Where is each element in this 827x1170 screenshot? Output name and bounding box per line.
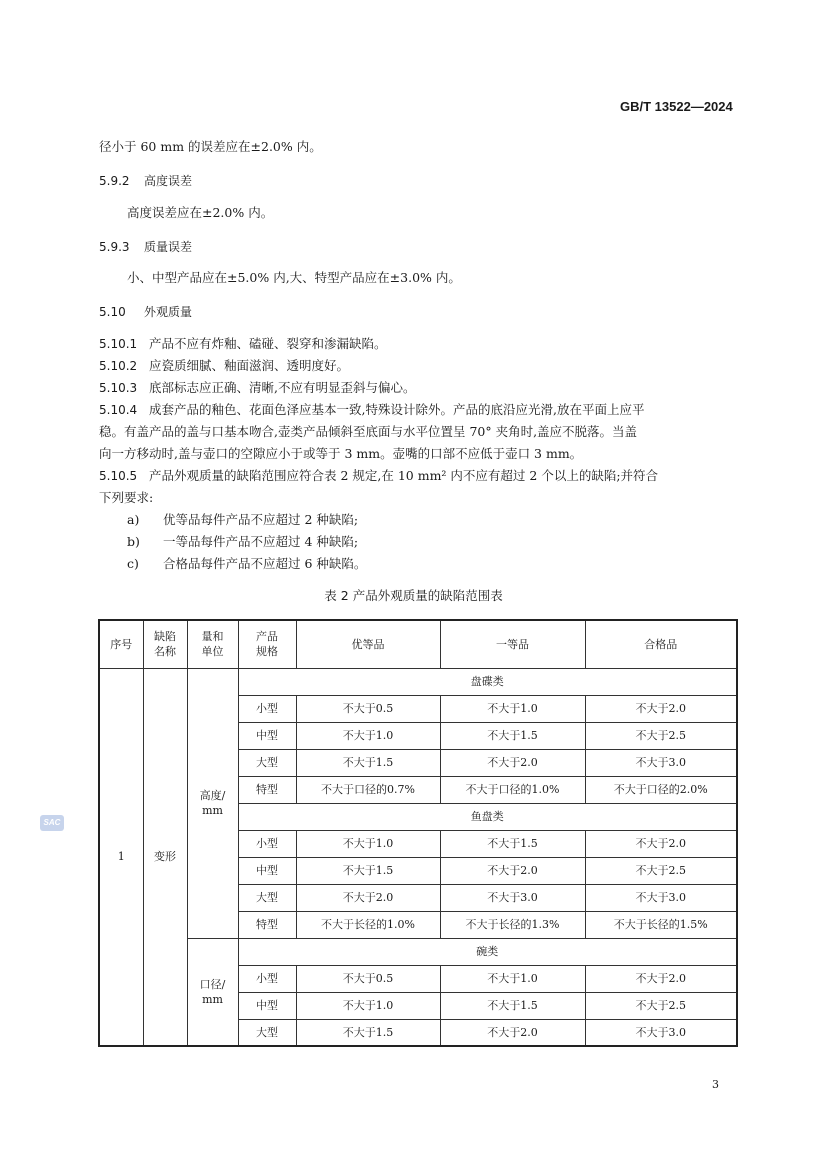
section-5-9-3-heading xyxy=(99,238,192,255)
cell-size: 小型 xyxy=(238,830,296,857)
cell-value: 不大于2.0 xyxy=(440,749,585,776)
clause-number: 5.10.5 xyxy=(99,469,138,483)
clause-text: 成套产品的釉色、花面色泽应基本一致,特殊设计除外。产品的底沿应光滑,放在平面上应平 xyxy=(149,402,645,417)
cell-value: 不大于1.5 xyxy=(296,1019,440,1046)
cell-value: 不大于2.0 xyxy=(296,884,440,911)
cell-value: 不大于1.0 xyxy=(440,965,585,992)
clause-5-10-1 xyxy=(99,336,387,352)
section-5-9-3-text: 小、中型产品应在±5.0% 内,大、特型产品应在±3.0% 内。 xyxy=(127,270,461,285)
clause-5-10-5 xyxy=(99,468,658,484)
list-item xyxy=(127,512,358,528)
cell-value: 不大于3.0 xyxy=(585,1019,737,1046)
cell-seq: 1 xyxy=(99,668,143,1046)
cell-value: 不大于2.0 xyxy=(440,1019,585,1046)
cell-value: 不大于长径的1.5% xyxy=(585,911,737,938)
section-title: 高度误差 xyxy=(144,174,193,188)
list-text: 优等品每件产品不应超过 2 种缺陷; xyxy=(163,512,359,527)
clause-text: 底部标志应正确、清晰,不应有明显歪斜与偏心。 xyxy=(149,380,416,395)
cell-defect: 变形 xyxy=(143,668,187,1046)
cell-value: 不大于1.5 xyxy=(440,722,585,749)
header-grade-superior: 优等品 xyxy=(296,620,440,668)
clause-number: 5.10.2 xyxy=(99,359,138,373)
sac-watermark-logo: SAC xyxy=(40,815,64,831)
cell-value: 不大于长径的1.0% xyxy=(296,911,440,938)
cell-group-name: 碗类 xyxy=(238,938,737,965)
cell-value: 不大于1.5 xyxy=(440,992,585,1019)
cell-size: 中型 xyxy=(238,857,296,884)
section-5-10-heading xyxy=(99,303,192,320)
section-number: 5.10 xyxy=(99,305,126,319)
cell-value: 不大于1.0 xyxy=(296,722,440,749)
header-defect xyxy=(143,620,187,668)
cell-group-name: 鱼盘类 xyxy=(238,803,737,830)
header-unit xyxy=(187,620,238,668)
header-spec xyxy=(238,620,296,668)
cell-value: 不大于1.5 xyxy=(440,830,585,857)
header-line: 缺陷 xyxy=(154,630,176,644)
cell-value: 不大于2.0 xyxy=(585,695,737,722)
cell-size: 中型 xyxy=(238,992,296,1019)
unit-line: mm xyxy=(202,992,223,1006)
cell-value: 不大于0.5 xyxy=(296,965,440,992)
cell-size: 特型 xyxy=(238,776,296,803)
header-line: 产品 xyxy=(256,630,278,644)
cell-group-name: 盘碟类 xyxy=(238,668,737,695)
cell-value: 不大于口径的0.7% xyxy=(296,776,440,803)
cell-size: 中型 xyxy=(238,722,296,749)
section-number: 5.9.2 xyxy=(99,174,130,188)
cell-value: 不大于1.0 xyxy=(296,992,440,1019)
cell-value: 不大于口径的2.0% xyxy=(585,776,737,803)
unit-line: 高度/ xyxy=(199,789,226,802)
cell-size: 大型 xyxy=(238,749,296,776)
cell-value: 不大于1.0 xyxy=(440,695,585,722)
header-line: 规格 xyxy=(256,645,278,659)
cell-diameter-unit xyxy=(187,938,238,1046)
page-number: 3 xyxy=(712,1078,719,1091)
unit-line: 口径/ xyxy=(199,977,226,991)
section-5-9-2-text: 高度误差应在±2.0% 内。 xyxy=(127,205,274,220)
clause-text: 产品不应有炸釉、磕碰、裂穿和渗漏缺陷。 xyxy=(149,336,387,351)
cell-value: 不大于3.0 xyxy=(585,749,737,776)
list-marker: b) xyxy=(127,534,140,549)
cell-value: 不大于1.5 xyxy=(296,749,440,776)
clause-text: 应瓷质细腻、釉面滋润、透明度好。 xyxy=(149,358,350,373)
cell-value: 不大于0.5 xyxy=(296,695,440,722)
cell-value: 不大于2.0 xyxy=(585,965,737,992)
section-title: 质量误差 xyxy=(144,240,193,254)
header-line: 量和 xyxy=(201,630,224,644)
cell-size: 大型 xyxy=(238,1019,296,1046)
cell-size: 特型 xyxy=(238,911,296,938)
clause-5-10-2 xyxy=(99,358,349,374)
list-text: 一等品每件产品不应超过 4 种缺陷; xyxy=(163,534,359,549)
list-item xyxy=(127,534,358,550)
table-group-row xyxy=(99,938,737,965)
clause-5-10-4-line3: 向一方移动时,盖与壶口的空隙应小于或等于 3 mm。壶嘴的口部不应低于壶口 3 mm。 xyxy=(99,446,583,461)
table-header-row xyxy=(99,620,737,668)
cell-size: 大型 xyxy=(238,884,296,911)
cell-size: 小型 xyxy=(238,965,296,992)
cell-value: 不大于2.0 xyxy=(585,830,737,857)
cell-value: 不大于2.0 xyxy=(440,857,585,884)
section-number: 5.9.3 xyxy=(99,240,130,254)
header-seq: 序号 xyxy=(99,620,143,668)
section-title: 外观质量 xyxy=(144,305,193,319)
unit-line: mm xyxy=(202,804,223,817)
cell-size: 小型 xyxy=(238,695,296,722)
list-marker: a) xyxy=(127,512,140,527)
list-text: 合格品每件产品不应超过 6 种缺陷。 xyxy=(163,556,367,571)
clause-5-10-5-line2: 下列要求: xyxy=(99,490,154,505)
cell-value: 不大于长径的1.3% xyxy=(440,911,585,938)
defect-range-table xyxy=(98,619,738,1047)
continuation-text: 径小于 60 mm 的误差应在±2.0% 内。 xyxy=(99,139,322,154)
cell-value: 不大于口径的1.0% xyxy=(440,776,585,803)
list-marker: c) xyxy=(127,556,139,571)
clause-number: 5.10.1 xyxy=(99,337,138,351)
clause-text: 产品外观质量的缺陷范围应符合表 2 规定,在 10 mm² 内不应有超过 2 个以上的缺陷;并符合 xyxy=(149,468,659,483)
standard-number: GB/T 13522—2024 xyxy=(620,99,733,114)
header-line: 名称 xyxy=(154,645,176,659)
section-5-9-2-heading xyxy=(99,172,192,189)
header-grade-qualified: 合格品 xyxy=(585,620,737,668)
clause-5-10-4 xyxy=(99,402,644,418)
table-caption: 表 2 产品外观质量的缺陷范围表 xyxy=(324,588,503,603)
cell-value: 不大于3.0 xyxy=(440,884,585,911)
header-line: 单位 xyxy=(201,645,224,659)
clause-5-10-4-line2: 稳。有盖产品的盖与口基本吻合,壶类产品倾斜至底面与水平位置呈 70° 夹角时,盖应不脱落。当盖 xyxy=(99,424,638,439)
table-group-row xyxy=(99,668,737,695)
cell-height-unit xyxy=(187,668,238,938)
cell-value: 不大于1.0 xyxy=(296,830,440,857)
cell-value: 不大于2.5 xyxy=(585,722,737,749)
clause-number: 5.10.3 xyxy=(99,381,138,395)
cell-value: 不大于2.5 xyxy=(585,992,737,1019)
cell-value: 不大于1.5 xyxy=(296,857,440,884)
cell-value: 不大于3.0 xyxy=(585,884,737,911)
clause-5-10-3 xyxy=(99,380,415,396)
cell-value: 不大于2.5 xyxy=(585,857,737,884)
clause-number: 5.10.4 xyxy=(99,403,138,417)
list-item xyxy=(127,556,366,572)
header-grade-first: 一等品 xyxy=(440,620,585,668)
